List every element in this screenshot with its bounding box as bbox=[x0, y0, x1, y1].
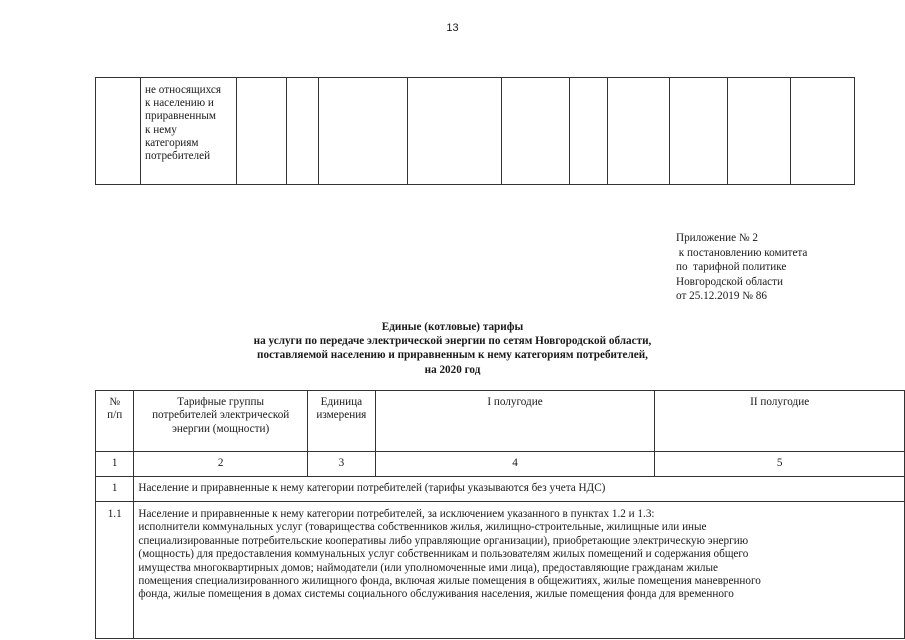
table-cell bbox=[319, 78, 408, 185]
header-unit bbox=[307, 391, 375, 452]
text-line: исполнители коммунальных услуг (товарищества собственников жилья, жилищно-строительные, жилищные или иные bbox=[138, 521, 707, 534]
text-line: фонда, жилые помещения в домах системы социального обслуживания населения, жилые помещения фонда для временного bbox=[138, 588, 734, 601]
title-line: на 2020 год bbox=[424, 363, 481, 376]
column-number: 3 bbox=[307, 452, 375, 477]
header-text: энергии (мощности) bbox=[172, 422, 270, 435]
appendix-line: Приложение № 2 bbox=[676, 232, 758, 244]
table-cell bbox=[791, 78, 855, 185]
table-cell bbox=[408, 78, 502, 185]
table-cell bbox=[670, 78, 728, 185]
consumer-group-cell bbox=[141, 78, 237, 185]
table-cell bbox=[287, 78, 319, 185]
header-text: Единица bbox=[320, 396, 363, 408]
text-line: категориям bbox=[145, 136, 199, 149]
title-line: поставляемой населению и приравненным к нему категориям потребителей, bbox=[257, 349, 648, 362]
column-number: 2 bbox=[134, 452, 308, 477]
header-tariff-group bbox=[134, 391, 308, 452]
continuation-table bbox=[95, 77, 855, 185]
column-number: 5 bbox=[655, 452, 905, 477]
appendix-line: Новгородской области bbox=[676, 275, 784, 288]
text-line: приравненным bbox=[145, 110, 216, 123]
header-text: № bbox=[109, 396, 121, 408]
text-line: к населению и bbox=[145, 97, 214, 110]
table-cell bbox=[728, 78, 791, 185]
table-cell bbox=[502, 78, 570, 185]
text-line: к нему bbox=[145, 123, 177, 136]
row-number: 1.1 bbox=[96, 502, 134, 639]
title-line: на услуги по передаче электрической энергии по сетям Новгородской области, bbox=[253, 335, 652, 348]
row-description: Население и приравненные к нему категории потребителей (тарифы указываются без учета НДС) bbox=[134, 477, 905, 502]
appendix-line: от 25.12.2019 № 86 bbox=[676, 290, 767, 302]
table-row bbox=[96, 502, 905, 639]
table-cell bbox=[608, 78, 670, 185]
text-line: (мощность) для предоставления коммунальных услуг собственникам и пользователям жилых помещений и содержания общего bbox=[138, 548, 749, 561]
header-number bbox=[96, 391, 134, 452]
text-line: имущества многоквартирных домов; наймодатели (или уполномоченные ими лица), предоставляющие гражданам жилые bbox=[138, 561, 718, 574]
row-description bbox=[134, 502, 905, 639]
header-text: измерения bbox=[316, 409, 367, 422]
table-cell bbox=[570, 78, 608, 185]
title-line: Единые (котловые) тарифы bbox=[381, 321, 524, 333]
page-number: 13 bbox=[446, 22, 459, 34]
table-cell bbox=[237, 78, 287, 185]
document-title bbox=[0, 320, 905, 377]
text-line: потребителей bbox=[145, 150, 211, 163]
header-text: Тарифные группы bbox=[177, 396, 265, 408]
header-text: потребителей электрической bbox=[152, 409, 290, 422]
text-line: Население и приравненные к нему категории потребителей, за исключением указанного в пунктах 1.2 и 1.3: bbox=[138, 508, 655, 520]
appendix-line: по тарифной политике bbox=[676, 261, 787, 273]
header-text: п/п bbox=[107, 409, 123, 422]
table-cell bbox=[96, 78, 141, 185]
table-row bbox=[96, 477, 905, 502]
row-number: 1 bbox=[96, 477, 134, 502]
header-first-half: I полугодие bbox=[375, 391, 655, 452]
column-number: 1 bbox=[96, 452, 134, 477]
header-second-half: II полугодие bbox=[655, 391, 905, 452]
appendix-line: к постановлению комитета bbox=[676, 246, 808, 259]
column-number-row bbox=[96, 452, 905, 477]
text-line: помещения специализированного жилищного фонда, включая жилые помещения в общежитиях, жилые помещения маневренного bbox=[138, 575, 761, 588]
table-header-row bbox=[96, 391, 905, 452]
column-number: 4 bbox=[375, 452, 655, 477]
text-line: специализированные потребительские кооперативы либо управляющие организации), приобретающие электрическую энергию bbox=[138, 534, 749, 547]
tariff-table bbox=[95, 390, 905, 639]
appendix-block bbox=[676, 231, 807, 304]
text-line: не относящихся bbox=[145, 84, 222, 96]
